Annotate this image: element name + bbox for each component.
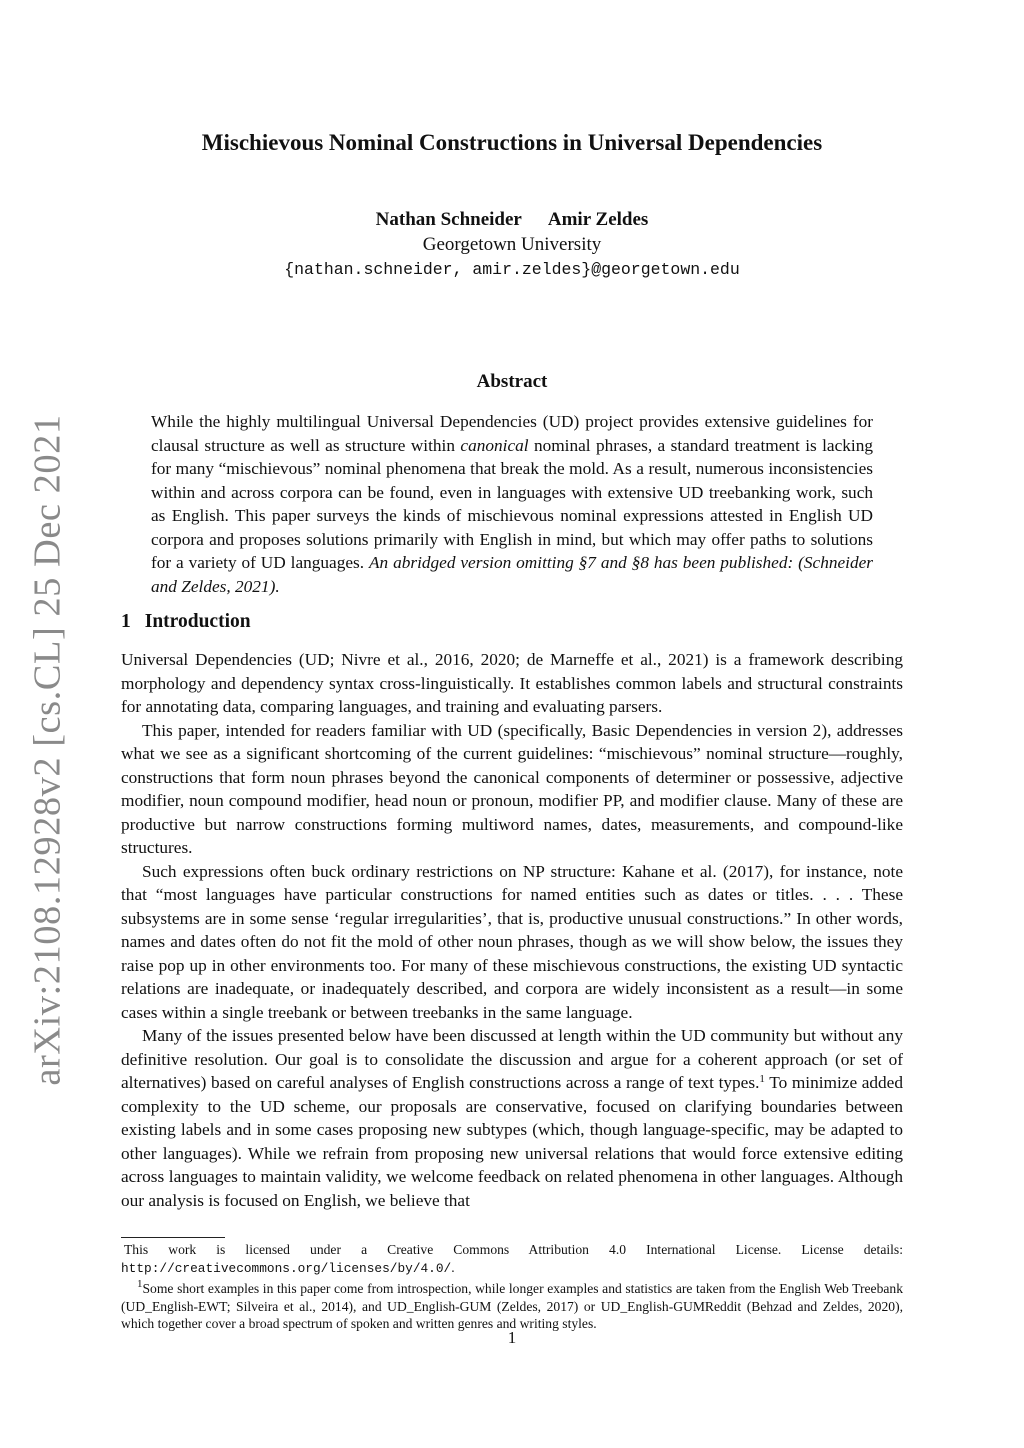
introduction-body — [121, 648, 903, 1212]
author-email: {nathan.schneider, amir.zeldes}@georgetown.edu — [284, 260, 740, 279]
body-paragraph: Many of the issues presented below have been discussed at length within the UD community but without any definitive resolution. Our goal is to consolidate the discussion and argue for a coherent approach (or set of alternatives) based on careful analyses of English constructions across a range of text types.$^1$ To minimize added complexity to the UD scheme, our proposals are conservative, focused on clarifying boundaries between existing labels and in some cases proposing new subtypes (which, though language-specific, may be adapted to other languages). While we refrain from proposing new universal relations that would force extensive editing across languages to maintain validity, we welcome feedback on related phenomena in other languages. Although our analysis is focused on English, we believe that — [121, 1026, 903, 1210]
emphasis: canonical — [460, 435, 529, 455]
body-paragraph: This paper, intended for readers familiar with UD (specifically, Basic Dependencies in version 2), addresses what we see as a significant shortcoming of the current guidelines: “mischievous” nominal structure—roughly, constructions that form noun phrases beyond the canonical components of determiner or possessive, adjective modifier, noun compound modifier, head noun or pronoun, modifier PP, and modifier clause. Many of these are productive but narrow constructions forming multiword names, dates, measurements, and compound-like structures. — [121, 720, 903, 857]
author-names — [0, 207, 1024, 232]
abridged-note: An abridged version omitting §7 and §8 has been published: (Schneider and Zeldes, 2021). — [151, 553, 873, 596]
section-heading-introduction — [121, 611, 251, 633]
author-name: Amir Zeldes — [547, 209, 649, 230]
body-paragraph: Such expressions often buck ordinary restrictions on NP structure: Kahane et al. (2017), for instance, note that “most languages have particular constructions for named entities such as dates or titles. . . . These subsystems are in some sense ‘regular irregularities’, that is, productive unusual constructions.” In other words, names and dates often do not fit the mold of other noun phrases, though as we will show below, the issues they raise pop up in other environments too. For many of these mischievous constructions, the existing UD syntactic relations are inadequate, or inadequately described, and corpora are widely inconsistent as a result—in some cases within a single treebank or between treebanks in the same language. — [121, 861, 903, 1022]
footnotes — [121, 1241, 903, 1333]
abstract-heading: Abstract — [476, 371, 548, 392]
abstract-paragraph: While the highly multilingual Universal Dependencies (UD) project provides extensive guidelines for clausal structure as well as structure within canonical nominal phrases, a standard treatment is lacking for many “mischievous” nominal phenomena that break the mold. As a result, numerous inconsistencies within and across corpora can be found, even in languages with extensive UD treebanking work, such as English. This paper surveys the kinds of mischievous nominal expressions attested in English UD corpora and proposes solutions primarily with English in mind, but which may offer paths to solutions for a variety of UD languages. An abridged version omitting §7 and §8 has been published: (Schneider and Zeldes, 2021). — [151, 412, 873, 596]
author-name: Nathan Schneider — [375, 209, 522, 230]
license-footnote: This work is licensed under a Creative Commons Attribution 4.0 International License. License details: http://creativecommons.org/licenses/by/4.0/. — [121, 1242, 903, 1276]
arxiv-id-text: arXiv:2108.12928v2 [cs.CL] 25 Dec 2021 — [27, 414, 69, 1086]
footnote-1: $^1$Some short examples in this paper come from introspection, while longer examples and statistics are taken from the English Web Treebank (UD_English-EWT; Silveira et al., 2014), and UD_English-GUM (Zeldes, 2017) or UD_English-GUMReddit (Behzad and Zeldes, 2020), which together cover a broad spectrum of spoken and written genres and writing styles. — [121, 1278, 903, 1331]
footnote-mark: 1 — [137, 1278, 143, 1290]
footnote-ref[interactable]: 1 — [759, 1073, 765, 1085]
body-paragraph: Universal Dependencies (UD; Nivre et al., 2016, 2020; de Marneffe et al., 2021) is a framework describing morphology and dependency syntax cross-linguistically. It establishes common labels and structural constraints for annotating data, comparing languages, and training and evaluating parsers. — [121, 650, 903, 716]
affiliation: Georgetown University — [422, 234, 602, 255]
section-number: 1 — [121, 611, 131, 632]
abstract-body — [151, 410, 873, 598]
arxiv-watermark — [14, 414, 82, 1086]
paper-title: Mischievous Nominal Constructions in Universal Dependencies — [201, 130, 823, 155]
page-number: 1 — [507, 1328, 517, 1347]
section-title: Introduction — [144, 611, 251, 632]
footnote-divider — [121, 1237, 225, 1238]
license-url[interactable]: http://creativecommons.org/licenses/by/4.0/ — [121, 1260, 452, 1276]
author-block — [0, 207, 1024, 282]
